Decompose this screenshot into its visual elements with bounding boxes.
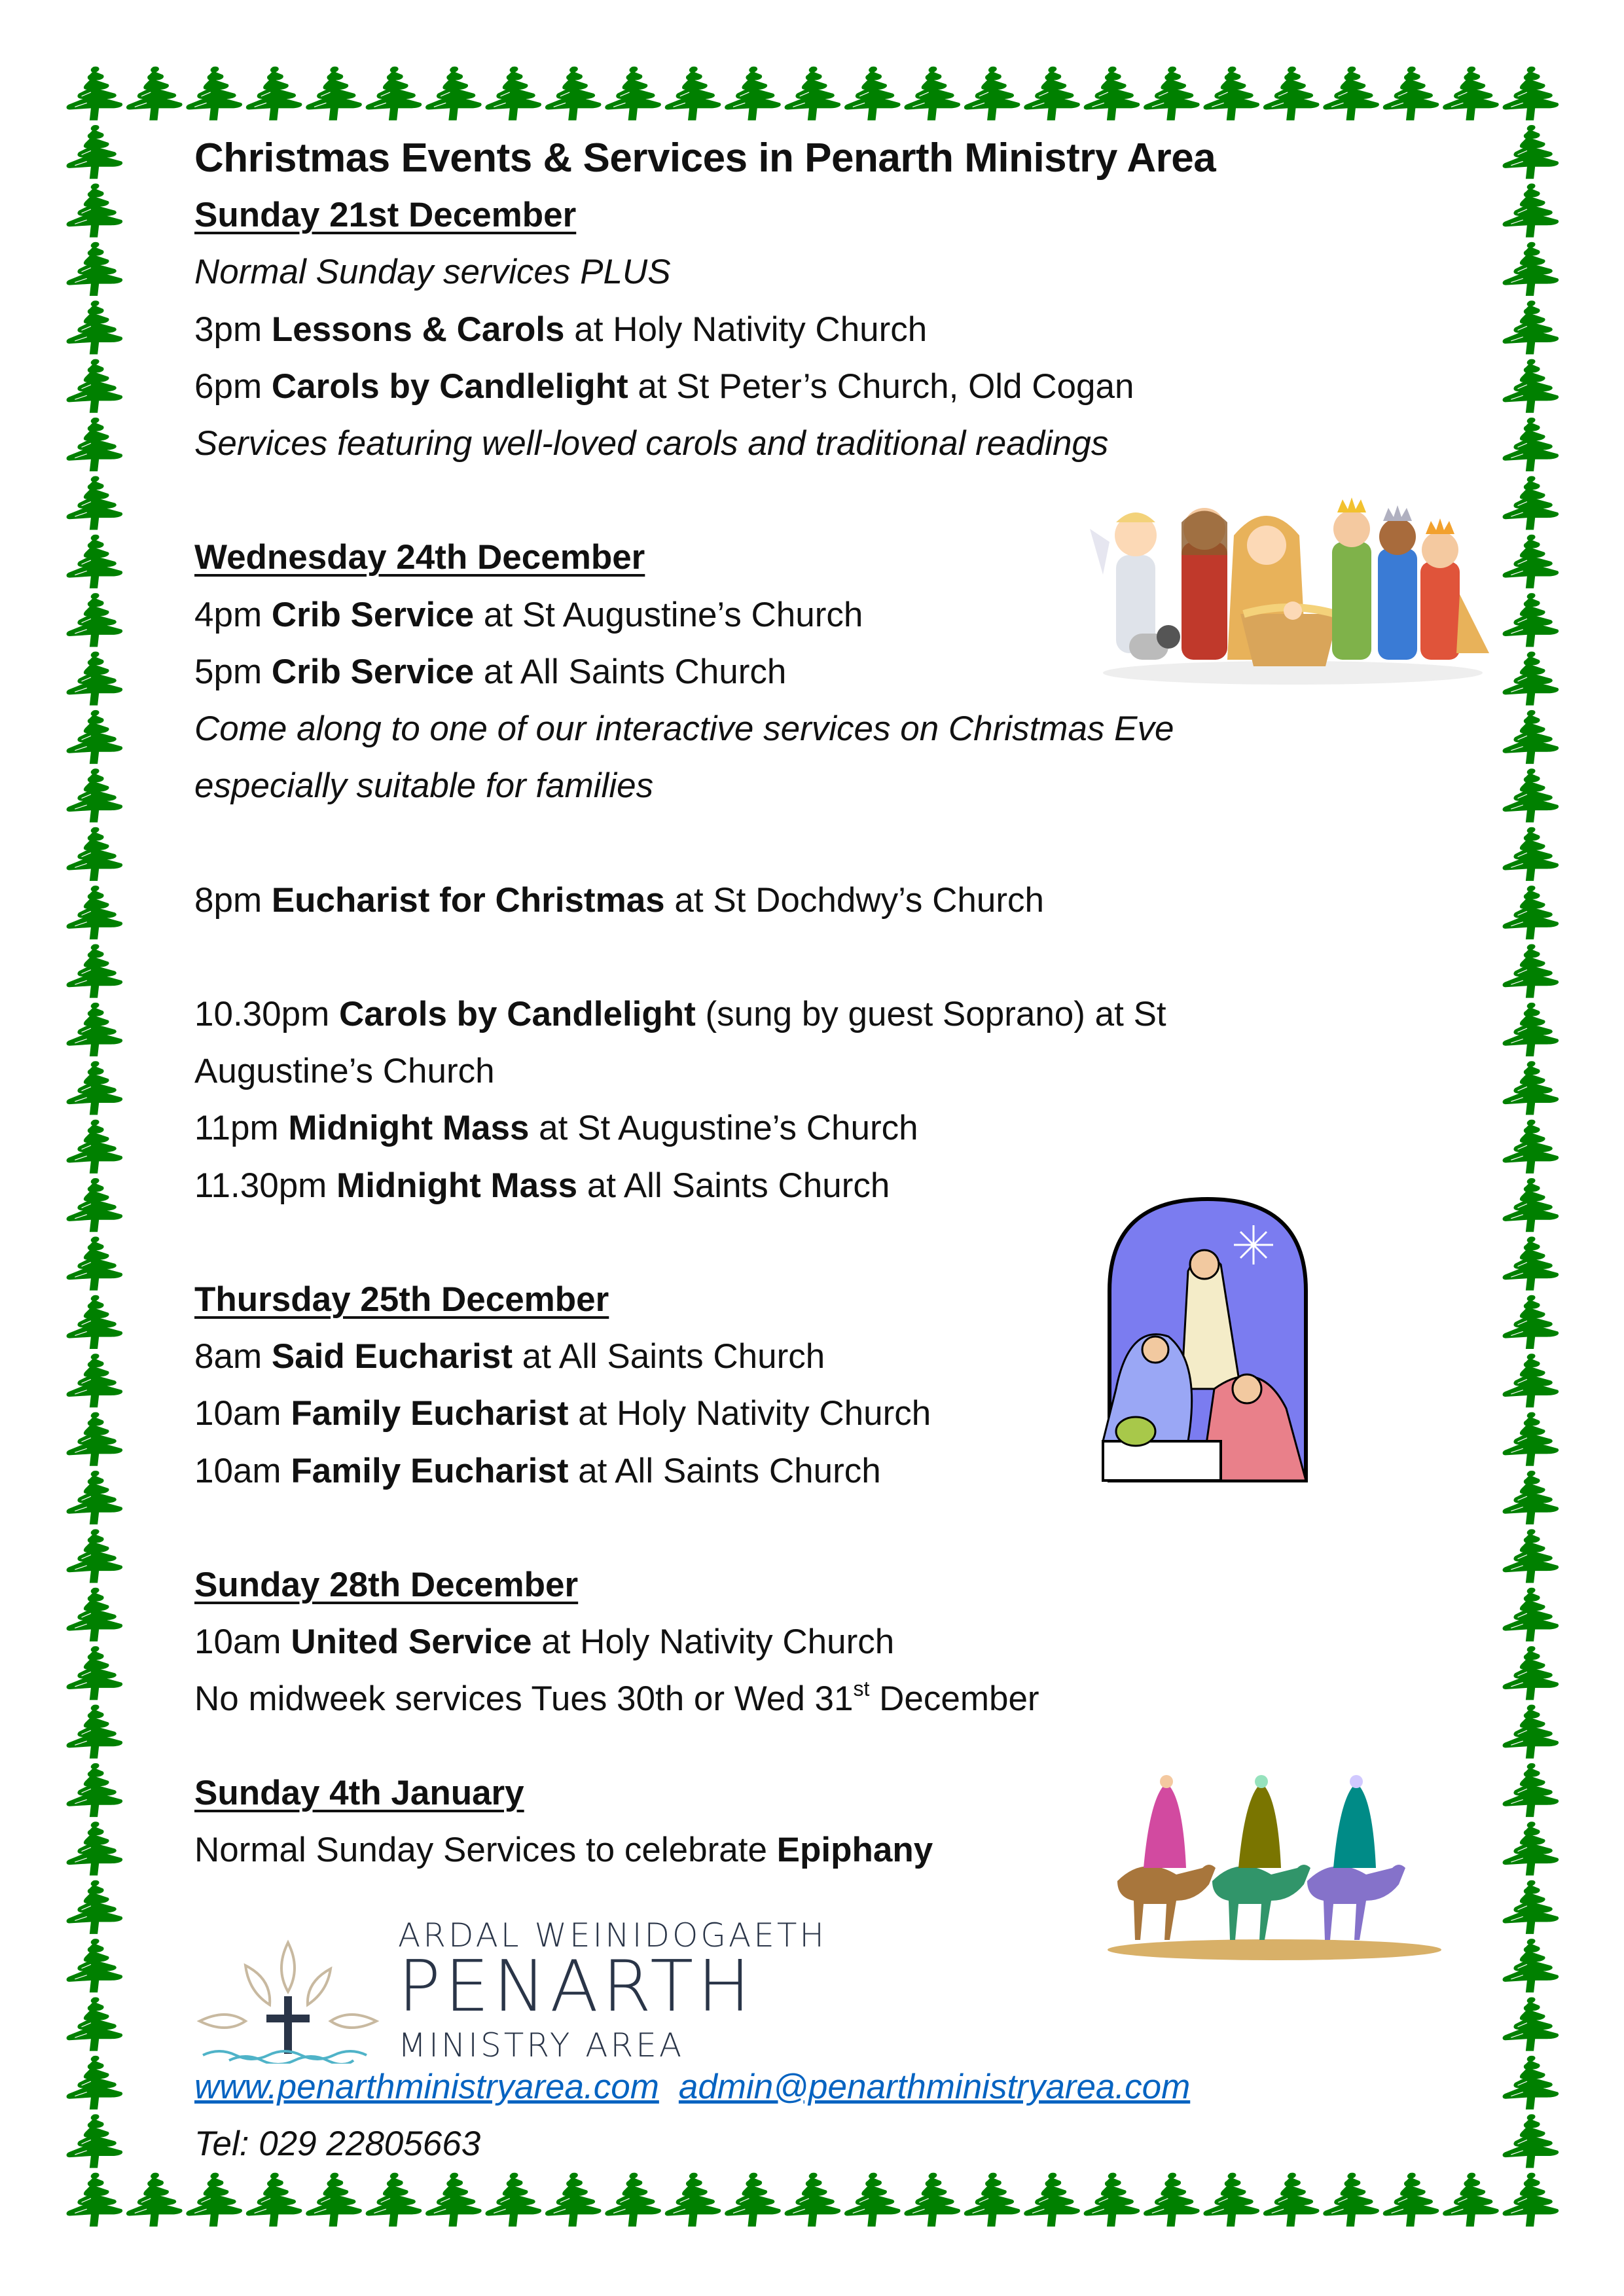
event-text: at Holy Nativity Church	[564, 310, 928, 349]
event-name: United Service	[291, 1623, 532, 1662]
tree-icon	[1383, 67, 1439, 120]
tree-icon	[1503, 183, 1559, 237]
tree-icon	[246, 67, 302, 120]
tree-icon	[67, 300, 123, 354]
logo-penarth: PENARTH	[398, 1946, 755, 2028]
date-heading: Sunday 21st December	[194, 196, 577, 235]
tree-icon	[1383, 2173, 1439, 2227]
event-text: 10am	[194, 1451, 291, 1490]
tree-icon	[1503, 593, 1559, 647]
tree-icon	[1503, 359, 1559, 413]
tree-icon	[1503, 1588, 1559, 1641]
tree-icon	[485, 2173, 541, 2227]
tree-icon	[1443, 2173, 1499, 2227]
event-line	[194, 415, 1438, 472]
event-line	[194, 1100, 1438, 1157]
event-text: at All Saints Church	[474, 652, 787, 691]
tree-icon	[67, 1412, 123, 1466]
tree-icon	[1503, 1120, 1559, 1174]
tree-icon	[785, 67, 841, 120]
tree-icon	[1024, 67, 1080, 120]
tree-icon	[67, 476, 123, 529]
tree-icon	[67, 242, 123, 296]
tree-icon	[545, 67, 602, 120]
event-text: (sung by guest Soprano) at St	[695, 995, 1166, 1033]
event-text: 4pm	[194, 595, 272, 634]
tree-icon	[67, 1295, 123, 1349]
tree-icon	[844, 67, 901, 120]
event-text: 6pm	[194, 367, 272, 406]
event-text: 8am	[194, 1337, 272, 1376]
tree-icon	[844, 2173, 901, 2227]
tree-icon	[67, 1939, 123, 1992]
event-text: at St Dochdwy’s Church	[664, 880, 1044, 920]
event-line	[194, 1043, 1438, 1100]
tree-icon	[1503, 827, 1559, 881]
event-text: December	[869, 1679, 1039, 1719]
date-heading: Thursday 25th December	[194, 1280, 609, 1319]
tree-icon	[67, 183, 123, 237]
event-text: 10am	[194, 1394, 291, 1433]
event-line	[194, 757, 1438, 814]
tree-icon	[67, 1705, 123, 1759]
tree-icon	[1503, 1880, 1559, 1934]
event-line	[194, 872, 1438, 929]
event-name: Midnight Mass	[288, 1109, 530, 1148]
website-link[interactable]: www.penarthministryarea.com	[194, 2068, 659, 2106]
tree-icon	[1144, 2173, 1200, 2227]
event-text: especially suitable for families	[194, 766, 654, 806]
tree-icon	[67, 1997, 123, 2051]
event-line	[194, 700, 1438, 757]
tree-icon	[67, 1178, 123, 1232]
event-name: Epiphany	[776, 1830, 933, 1869]
event-text: at St Augustine’s Church	[529, 1109, 918, 1148]
event-name: Carols by Candlelight	[338, 995, 696, 1033]
tree-icon	[67, 1588, 123, 1641]
tree-icon	[67, 535, 123, 588]
tree-icon	[605, 2173, 661, 2227]
tree-icon	[67, 1880, 123, 1934]
date-heading: Wednesday 24th December	[194, 538, 645, 577]
tree-icon	[1084, 2173, 1140, 2227]
event-text: 11pm	[194, 1109, 289, 1148]
contact-footer	[194, 2058, 1210, 2172]
tree-icon	[67, 2173, 123, 2227]
tree-icon	[1203, 2173, 1259, 2227]
tree-icon	[1323, 67, 1379, 120]
tree-icon	[904, 2173, 960, 2227]
tree-icon	[1503, 1763, 1559, 1817]
logo-ministry-area: MINISTRY AREA	[398, 2026, 685, 2064]
tree-icon	[67, 827, 123, 881]
tree-icon	[67, 1529, 123, 1583]
email-link[interactable]: admin@penarthministryarea.com	[678, 2068, 1191, 2106]
tree-icon	[1503, 2114, 1559, 2168]
tree-icon	[1503, 886, 1559, 939]
nativity-cartoon-image	[1090, 483, 1492, 687]
tree-icon	[67, 1120, 123, 1174]
tree-icon	[67, 418, 123, 471]
angel-figure	[1090, 512, 1157, 653]
event-name: Carols by Candlelight	[271, 367, 628, 406]
tree-icon	[1263, 2173, 1320, 2227]
tree-icon	[1503, 1471, 1559, 1524]
tree-icon	[1503, 2173, 1559, 2227]
tree-icon	[725, 2173, 781, 2227]
tree-icon	[67, 710, 123, 764]
event-text: at All Saints Church	[513, 1337, 825, 1376]
tree-icon	[1323, 2173, 1379, 2227]
holy-family-image	[1090, 1193, 1326, 1490]
event-name: Crib Service	[271, 652, 475, 691]
event-name: Family Eucharist	[291, 1394, 569, 1433]
event-section	[194, 986, 1438, 1214]
tree-icon	[1503, 1061, 1559, 1115]
tree-icon	[425, 67, 482, 120]
penarth-ministry-area-logo	[190, 1916, 897, 2064]
tree-icon	[1503, 1821, 1559, 1875]
event-text: at Holy Nativity Church	[532, 1623, 895, 1662]
tree-icon	[1503, 242, 1559, 296]
event-name: Lessons & Carols	[271, 310, 565, 349]
tree-icon	[1084, 67, 1140, 120]
tree-icon	[1503, 1295, 1559, 1349]
tree-icon	[1503, 768, 1559, 822]
events-content	[194, 130, 1438, 1935]
event-text: 3pm	[194, 310, 272, 349]
tree-icon	[306, 67, 362, 120]
event-text: Services featuring well-loved carols and traditional readings	[194, 424, 1109, 463]
tree-icon	[665, 67, 721, 120]
tree-icon	[1503, 652, 1559, 706]
event-line	[194, 243, 1438, 300]
tree-icon	[665, 2173, 721, 2227]
tree-icon	[605, 67, 661, 120]
tree-icon	[964, 67, 1020, 120]
logo-welsh-name: ARDAL WEINIDOGAETH	[398, 1916, 827, 1954]
tree-icon	[306, 2173, 362, 2227]
tree-icon	[67, 593, 123, 647]
event-name: Said Eucharist	[271, 1337, 513, 1376]
event-text: Augustine’s Church	[194, 1052, 495, 1091]
tree-icon	[67, 1354, 123, 1407]
event-text: No midweek services Tues 30th or Wed 31	[194, 1679, 854, 1719]
tree-icon	[1503, 418, 1559, 471]
tree-icon	[1503, 300, 1559, 354]
event-text: at St Peter’s Church, Old Cogan	[628, 367, 1134, 406]
tree-icon	[1503, 67, 1559, 120]
event-text: 10am	[194, 1623, 291, 1662]
tree-icon	[545, 2173, 602, 2227]
event-text: at St Augustine’s Church	[474, 595, 863, 634]
tree-icon	[1503, 125, 1559, 179]
date-heading: Sunday 28th December	[194, 1566, 579, 1604]
tree-icon	[964, 2173, 1020, 2227]
tree-icon	[67, 1763, 123, 1817]
tree-icon	[485, 67, 541, 120]
tree-icon	[1503, 1003, 1559, 1056]
tree-icon	[1503, 1705, 1559, 1759]
tree-icon	[1503, 1412, 1559, 1466]
event-line	[194, 358, 1438, 415]
tree-icon	[67, 1236, 123, 1290]
event-text: at Holy Nativity Church	[568, 1394, 931, 1433]
event-text: at All Saints Church	[568, 1451, 881, 1490]
event-sections	[194, 187, 1438, 1878]
tree-icon	[366, 67, 422, 120]
tree-icon	[67, 1821, 123, 1875]
manger	[1240, 601, 1339, 666]
event-text: 10.30pm	[194, 995, 339, 1033]
tree-icon	[1503, 710, 1559, 764]
tree-icon	[1503, 1354, 1559, 1407]
tree-icon	[67, 886, 123, 939]
event-text: 5pm	[194, 652, 272, 691]
tree-icon	[1503, 2056, 1559, 2109]
tree-icon	[67, 67, 123, 120]
page-title: Christmas Events & Services in Penarth Ministry Area	[194, 135, 1216, 181]
event-text: 11.30pm	[194, 1166, 337, 1205]
event-line	[194, 1670, 1438, 1727]
event-section	[194, 872, 1438, 929]
tree-icon	[126, 2173, 183, 2227]
event-name: Eucharist for Christmas	[271, 880, 665, 920]
tree-icon	[1024, 2173, 1080, 2227]
event-name: Crib Service	[271, 595, 475, 634]
event-text: at All Saints Church	[577, 1166, 890, 1205]
tree-icon	[1203, 67, 1259, 120]
event-name: Family Eucharist	[291, 1451, 569, 1490]
tree-icon	[67, 125, 123, 179]
tree-icon	[1503, 1646, 1559, 1700]
tree-icon	[1503, 476, 1559, 529]
tree-icon	[67, 359, 123, 413]
three-kings-camels-image	[1104, 1770, 1441, 1961]
tree-icon	[126, 67, 183, 120]
tree-icon	[1503, 1939, 1559, 1992]
tree-icon	[67, 1471, 123, 1524]
kings-figures	[1332, 497, 1489, 660]
event-name: Midnight Mass	[336, 1166, 578, 1205]
tree-icon	[1503, 1997, 1559, 2051]
tree-icon	[67, 944, 123, 997]
event-text: 8pm	[194, 880, 272, 920]
tree-icon	[186, 67, 242, 120]
tree-icon	[67, 2056, 123, 2109]
tree-icon	[67, 768, 123, 822]
tree-icon	[1503, 535, 1559, 588]
event-text: st	[853, 1677, 870, 1701]
tree-icon	[725, 67, 781, 120]
tree-icon	[785, 2173, 841, 2227]
tree-icon	[67, 2114, 123, 2168]
tree-icon	[904, 67, 960, 120]
event-text: Normal Sunday services PLUS	[194, 253, 671, 292]
tree-icon	[1144, 67, 1200, 120]
telephone-number: Tel: 029 22805663	[194, 2125, 481, 2164]
event-line	[194, 1613, 1438, 1670]
event-line	[194, 986, 1438, 1043]
logo-emblem-icon	[190, 1916, 386, 2064]
tree-icon	[1503, 1178, 1559, 1232]
joseph-figure	[1182, 508, 1227, 660]
tree-icon	[1503, 944, 1559, 997]
event-section	[194, 1556, 1438, 1728]
tree-icon	[425, 2173, 482, 2227]
date-heading: Sunday 4th January	[194, 1773, 524, 1812]
tree-icon	[1443, 67, 1499, 120]
tree-icon	[67, 1003, 123, 1056]
event-line	[194, 301, 1438, 358]
tree-icon	[67, 652, 123, 706]
tree-icon	[67, 1061, 123, 1115]
tree-icon	[1503, 1529, 1559, 1583]
tree-icon	[186, 2173, 242, 2227]
tree-icon	[1263, 67, 1320, 120]
event-text: Normal Sunday Services to celebrate	[194, 1830, 777, 1869]
tree-icon	[246, 2173, 302, 2227]
tree-icon	[366, 2173, 422, 2227]
tree-icon	[67, 1646, 123, 1700]
event-section	[194, 187, 1438, 472]
tree-icon	[1503, 1236, 1559, 1290]
event-text: Come along to one of our interactive services on Christmas Eve	[194, 709, 1174, 749]
